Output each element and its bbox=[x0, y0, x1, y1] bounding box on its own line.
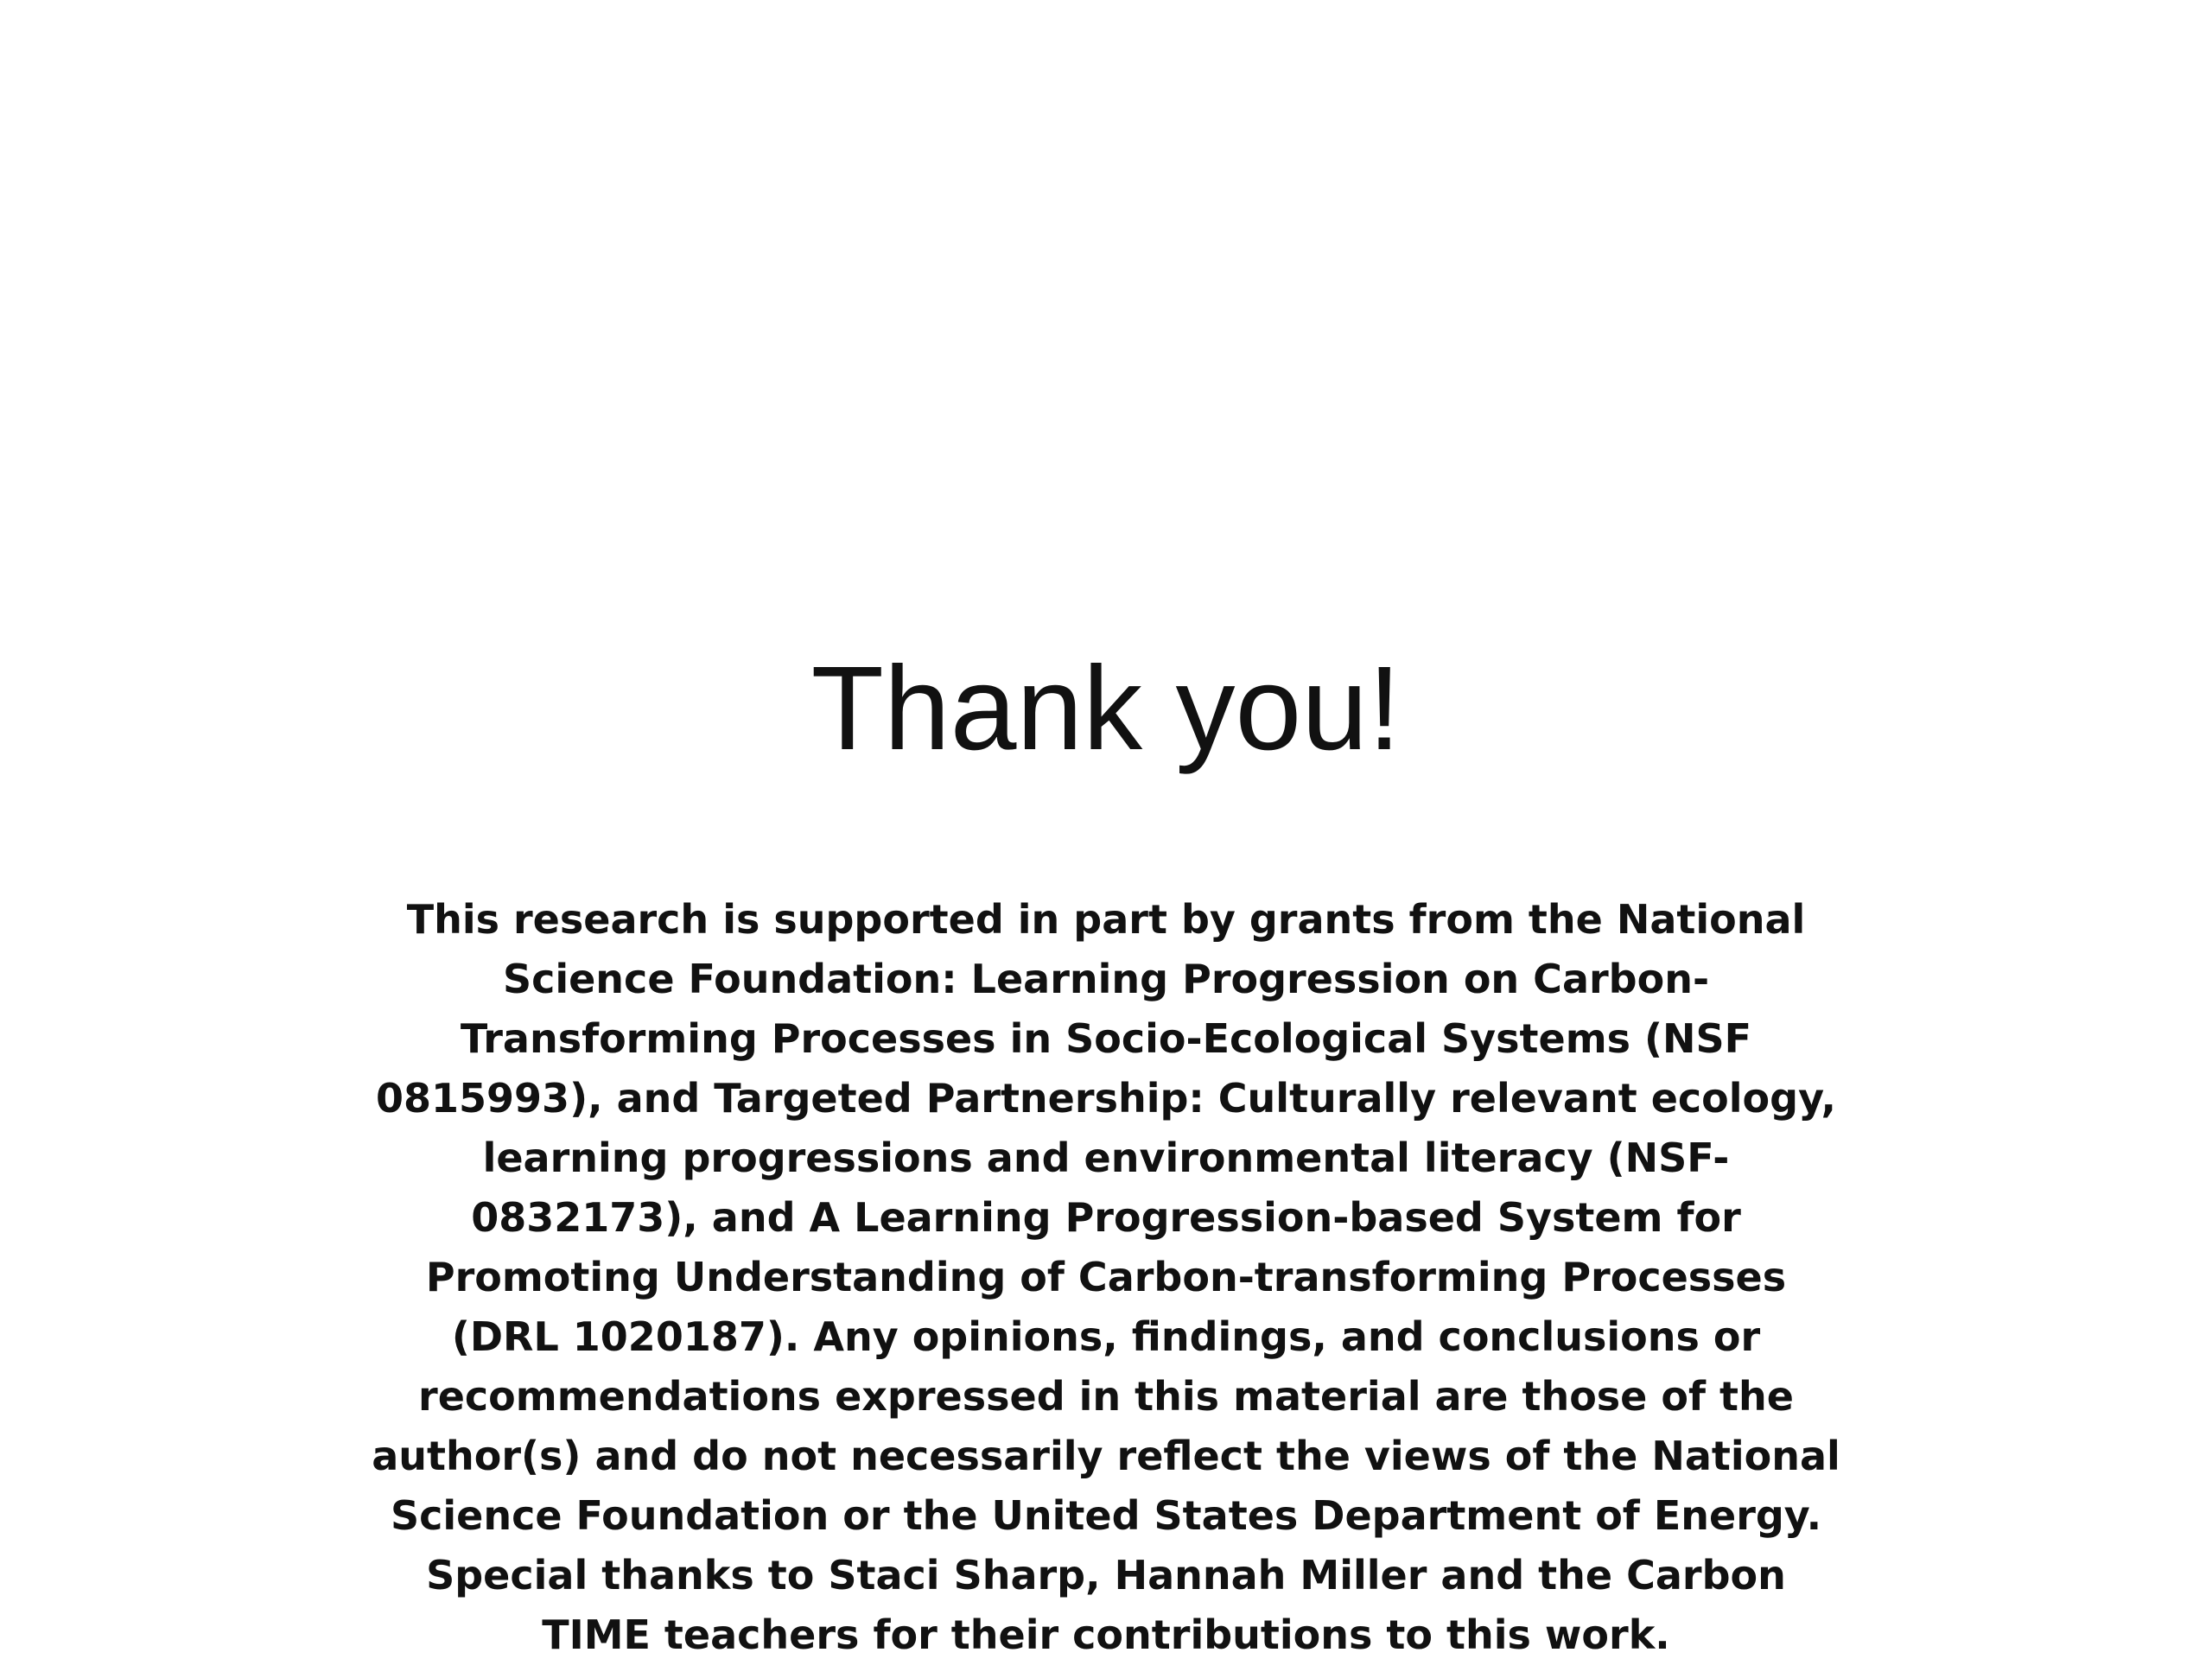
acknowledgment-text: This research is supported in part by grants from the National Science Foundation: Learning Progression on Carbon-Transforming Processes in Socio-Ecological Systems (NSF 0815993), and Targeted Partnership: Culturally relevant ecology, learning progressions and environmental literacy (NSF-0832173), and A Learning Progression-based System for Promoting Understanding of Carbon-transforming Processes (DRL 1020187). Any opinions, findings, and conclusions or recommendations expressed in this material are those of the author(s) and do not necessarily reflect the views of the National Science Foundation or the United States Department of Energy. Special thanks to Staci Sharp, Hannah Miller and the Carbon TIME teachers for their contributions to this work. bbox=[372, 896, 1840, 1658]
slide-title: Thank you! bbox=[810, 642, 1402, 775]
